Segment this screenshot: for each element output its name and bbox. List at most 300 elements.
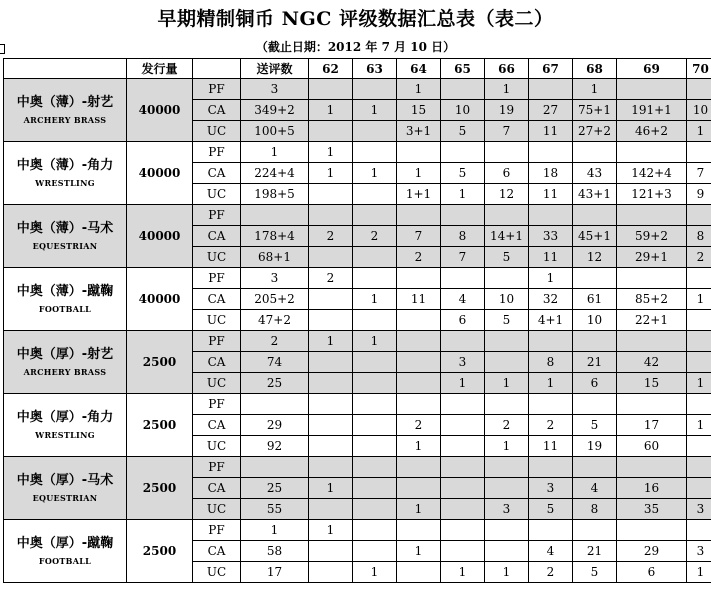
table-row: [4, 331, 711, 352]
grade-count-cell: [573, 142, 617, 163]
grade-count-cell: [353, 478, 397, 499]
table-row: [4, 79, 711, 100]
grade-count-cell: 11: [529, 184, 573, 205]
coin-name-english: WRESTLING: [35, 430, 95, 440]
grade-count-cell: 10: [687, 100, 711, 121]
grade-count-cell: [687, 352, 711, 373]
grade-count-cell: [529, 205, 573, 226]
grade-count-cell: [617, 205, 687, 226]
grade-count-cell: 3: [529, 478, 573, 499]
grade-type-cell: PF: [193, 79, 241, 100]
grade-count-cell: 6: [617, 562, 687, 583]
grade-count-cell: 1: [397, 436, 441, 457]
grade-count-cell: 1: [529, 373, 573, 394]
table-row: [4, 394, 711, 415]
grade-count-cell: 35: [617, 499, 687, 520]
submitted-total-cell: 1: [241, 520, 309, 541]
coin-name-cell: [4, 331, 127, 394]
grade-count-cell: 75+1: [573, 100, 617, 121]
grade-count-cell: 33: [529, 226, 573, 247]
grade-count-cell: [441, 541, 485, 562]
grade-count-cell: [485, 142, 529, 163]
coin-name-chinese: 中奥（薄）-角力: [16, 158, 114, 173]
header-issue-cell: 发行量: [127, 59, 193, 79]
header-blank-cell: [4, 59, 127, 79]
grade-count-cell: [397, 352, 441, 373]
submitted-total-cell: 68+1: [241, 247, 309, 268]
grade-count-cell: 3: [687, 499, 711, 520]
header-grade-63: 63: [353, 59, 397, 79]
grade-count-cell: [397, 331, 441, 352]
coin-name-chinese: 中奥（薄）-马术: [16, 221, 114, 236]
table-row: [4, 268, 711, 289]
grade-count-cell: [309, 457, 353, 478]
header-grade-67: 67: [529, 59, 573, 79]
grade-count-cell: 11: [529, 436, 573, 457]
mintage-cell: 2500: [127, 331, 193, 394]
grade-count-cell: 21: [573, 352, 617, 373]
grade-type-cell: CA: [193, 226, 241, 247]
grade-type-cell: PF: [193, 394, 241, 415]
grade-count-cell: 1: [687, 121, 711, 142]
coin-name-chinese: 中奥（厚）-角力: [16, 410, 114, 425]
submitted-total-cell: 47+2: [241, 310, 309, 331]
grade-count-cell: 1: [309, 520, 353, 541]
coin-name-chinese: 中奥（厚）-射艺: [16, 347, 114, 362]
grade-count-cell: [397, 310, 441, 331]
grade-count-cell: [309, 247, 353, 268]
grade-count-cell: 4: [573, 478, 617, 499]
table-row: [4, 205, 711, 226]
grade-count-cell: [687, 205, 711, 226]
mintage-cell: 40000: [127, 268, 193, 331]
grade-count-cell: [687, 79, 711, 100]
grade-count-cell: [529, 79, 573, 100]
grade-count-cell: 1: [687, 562, 711, 583]
grade-count-cell: [309, 394, 353, 415]
grade-count-cell: 5: [441, 121, 485, 142]
grade-count-cell: [397, 394, 441, 415]
grade-count-cell: 3: [441, 352, 485, 373]
submitted-total-cell: [241, 205, 309, 226]
grade-count-cell: [397, 562, 441, 583]
grade-count-cell: 1: [529, 268, 573, 289]
grade-count-cell: [309, 310, 353, 331]
grade-count-cell: 4: [529, 541, 573, 562]
grade-count-cell: 2: [397, 415, 441, 436]
grade-count-cell: [309, 562, 353, 583]
grade-count-cell: [309, 184, 353, 205]
grade-count-cell: 7: [687, 163, 711, 184]
submitted-total-cell: 58: [241, 541, 309, 562]
header-grade-64: 64: [397, 59, 441, 79]
grade-count-cell: 2: [687, 247, 711, 268]
grade-count-cell: [485, 457, 529, 478]
grade-count-cell: [617, 394, 687, 415]
grade-count-cell: [353, 310, 397, 331]
grade-count-cell: [353, 247, 397, 268]
grade-count-cell: 1: [397, 541, 441, 562]
grade-count-cell: [529, 457, 573, 478]
grade-count-cell: 46+2: [617, 121, 687, 142]
grade-count-cell: 17: [617, 415, 687, 436]
grade-count-cell: 19: [573, 436, 617, 457]
corner-marker: [0, 44, 5, 54]
grade-count-cell: [397, 373, 441, 394]
coin-name-cell: [4, 205, 127, 268]
grade-type-cell: UC: [193, 436, 241, 457]
grade-count-cell: 22+1: [617, 310, 687, 331]
grade-type-cell: UC: [193, 310, 241, 331]
grade-count-cell: [353, 79, 397, 100]
grade-count-cell: 14+1: [485, 226, 529, 247]
grade-count-cell: 16: [617, 478, 687, 499]
grade-count-cell: 1: [441, 373, 485, 394]
grade-count-cell: [353, 373, 397, 394]
grade-count-cell: 5: [485, 247, 529, 268]
grade-count-cell: [309, 436, 353, 457]
grade-count-cell: 1: [309, 478, 353, 499]
grade-count-cell: [309, 541, 353, 562]
header-row: [4, 59, 711, 79]
grade-count-cell: 29: [617, 541, 687, 562]
grade-count-cell: 2: [353, 226, 397, 247]
coin-name-english: EQUESTRIAN: [32, 493, 98, 503]
grade-count-cell: 11: [529, 247, 573, 268]
grade-count-cell: 4+1: [529, 310, 573, 331]
grade-count-cell: 2: [309, 226, 353, 247]
grade-count-cell: 1: [687, 289, 711, 310]
grade-count-cell: 1: [353, 562, 397, 583]
grade-count-cell: 1: [485, 562, 529, 583]
grade-count-cell: 5: [441, 163, 485, 184]
submitted-total-cell: 17: [241, 562, 309, 583]
grade-count-cell: 6: [573, 373, 617, 394]
grade-count-cell: [687, 457, 711, 478]
grade-count-cell: [441, 415, 485, 436]
grade-count-cell: [441, 142, 485, 163]
mintage-cell: 2500: [127, 457, 193, 520]
grade-count-cell: [529, 394, 573, 415]
submitted-total-cell: 25: [241, 478, 309, 499]
grade-type-cell: CA: [193, 100, 241, 121]
mintage-cell: 40000: [127, 79, 193, 142]
grade-type-cell: PF: [193, 457, 241, 478]
submitted-total-cell: [241, 394, 309, 415]
grade-type-cell: CA: [193, 163, 241, 184]
grade-count-cell: [573, 268, 617, 289]
grade-count-cell: [397, 478, 441, 499]
grade-count-cell: 27+2: [573, 121, 617, 142]
grade-count-cell: [397, 142, 441, 163]
grade-count-cell: 21: [573, 541, 617, 562]
page-title: 早期精制铜币 NGC 评级数据汇总表（表二）: [157, 8, 554, 30]
header-grade-62: 62: [309, 59, 353, 79]
grade-count-cell: [353, 520, 397, 541]
grade-count-cell: [573, 205, 617, 226]
grade-type-cell: CA: [193, 415, 241, 436]
grade-count-cell: 10: [485, 289, 529, 310]
grade-count-cell: [573, 394, 617, 415]
grade-count-cell: [353, 436, 397, 457]
header-grade-65: 65: [441, 59, 485, 79]
grade-count-cell: [353, 352, 397, 373]
grade-count-cell: [687, 142, 711, 163]
grade-count-cell: 27: [529, 100, 573, 121]
grade-count-cell: 142+4: [617, 163, 687, 184]
table-row: [4, 520, 711, 541]
grade-count-cell: 1: [353, 331, 397, 352]
grade-count-cell: [485, 352, 529, 373]
grade-count-cell: [687, 520, 711, 541]
grade-count-cell: 12: [573, 247, 617, 268]
grade-count-cell: 15: [397, 100, 441, 121]
grade-type-cell: UC: [193, 499, 241, 520]
grade-count-cell: 5: [573, 562, 617, 583]
grade-count-cell: 43: [573, 163, 617, 184]
grade-count-cell: 2: [529, 562, 573, 583]
grade-count-cell: 1: [397, 499, 441, 520]
grade-count-cell: [687, 478, 711, 499]
grade-count-cell: 3+1: [397, 121, 441, 142]
grade-count-cell: [309, 373, 353, 394]
grade-count-cell: [441, 436, 485, 457]
grade-count-cell: [573, 520, 617, 541]
grade-count-cell: 45+1: [573, 226, 617, 247]
grade-count-cell: [687, 310, 711, 331]
grade-count-cell: [485, 331, 529, 352]
grade-count-cell: 1: [441, 562, 485, 583]
grade-count-cell: 1: [687, 373, 711, 394]
grade-type-cell: UC: [193, 373, 241, 394]
grade-count-cell: 10: [441, 100, 485, 121]
grade-count-cell: [353, 415, 397, 436]
grade-count-cell: [617, 142, 687, 163]
grade-count-cell: 5: [485, 310, 529, 331]
grade-count-cell: 61: [573, 289, 617, 310]
grade-count-cell: [353, 184, 397, 205]
grade-count-cell: [353, 121, 397, 142]
grade-count-cell: [353, 457, 397, 478]
grade-count-cell: [485, 394, 529, 415]
submitted-total-cell: 349+2: [241, 100, 309, 121]
grade-count-cell: 2: [309, 268, 353, 289]
grade-count-cell: 121+3: [617, 184, 687, 205]
coin-name-english: EQUESTRIAN: [32, 241, 98, 251]
coin-name-cell: [4, 457, 127, 520]
coin-name-english: ARCHERY BRASS: [23, 367, 107, 377]
grade-count-cell: 1: [485, 373, 529, 394]
grade-count-cell: 7: [485, 121, 529, 142]
grade-count-cell: [397, 520, 441, 541]
grade-count-cell: [485, 478, 529, 499]
grade-count-cell: 1: [485, 436, 529, 457]
grade-type-cell: PF: [193, 142, 241, 163]
grade-count-cell: 2: [397, 247, 441, 268]
grade-count-cell: 11: [529, 121, 573, 142]
grade-count-cell: [687, 268, 711, 289]
grade-count-cell: [441, 499, 485, 520]
grade-count-cell: [441, 79, 485, 100]
grade-count-cell: [573, 457, 617, 478]
grade-type-cell: PF: [193, 331, 241, 352]
grade-count-cell: [441, 394, 485, 415]
coin-name-chinese: 中奥（厚）-蹴鞠: [16, 536, 114, 551]
grade-count-cell: [529, 331, 573, 352]
grade-count-cell: 1+1: [397, 184, 441, 205]
grade-count-cell: [397, 268, 441, 289]
grade-count-cell: [617, 331, 687, 352]
grade-count-cell: [485, 268, 529, 289]
submitted-total-cell: 92: [241, 436, 309, 457]
grade-count-cell: [309, 79, 353, 100]
grade-count-cell: [309, 289, 353, 310]
grade-count-cell: 1: [353, 100, 397, 121]
submitted-total-cell: 55: [241, 499, 309, 520]
grade-count-cell: [617, 268, 687, 289]
coin-name-chinese: 中奥（薄）-蹴鞠: [16, 284, 114, 299]
grading-data-table: [3, 58, 711, 583]
grade-count-cell: 32: [529, 289, 573, 310]
grade-count-cell: [353, 268, 397, 289]
grade-count-cell: [485, 205, 529, 226]
coin-name-cell: [4, 142, 127, 205]
mintage-cell: 40000: [127, 142, 193, 205]
grade-count-cell: 1: [485, 79, 529, 100]
header-grade-blank-cell: [193, 59, 241, 79]
grade-count-cell: [573, 331, 617, 352]
coin-name-cell: [4, 520, 127, 583]
submitted-total-cell: 2: [241, 331, 309, 352]
grade-count-cell: [617, 457, 687, 478]
coin-name-english: ARCHERY BRASS: [23, 115, 107, 125]
mintage-cell: 2500: [127, 520, 193, 583]
grade-count-cell: [309, 499, 353, 520]
grade-type-cell: PF: [193, 520, 241, 541]
submitted-total-cell: 224+4: [241, 163, 309, 184]
grade-count-cell: 191+1: [617, 100, 687, 121]
grade-count-cell: 8: [529, 352, 573, 373]
submitted-total-cell: [241, 457, 309, 478]
submitted-total-cell: 198+5: [241, 184, 309, 205]
grade-type-cell: PF: [193, 205, 241, 226]
grade-count-cell: 8: [573, 499, 617, 520]
grade-count-cell: 5: [573, 415, 617, 436]
grade-count-cell: [309, 205, 353, 226]
grade-count-cell: [353, 394, 397, 415]
grade-count-cell: [397, 457, 441, 478]
coin-name-cell: [4, 268, 127, 331]
grade-count-cell: [441, 205, 485, 226]
grade-count-cell: 6: [441, 310, 485, 331]
grade-count-cell: [687, 436, 711, 457]
grade-count-cell: 1: [309, 163, 353, 184]
table-row: [4, 457, 711, 478]
grade-type-cell: CA: [193, 352, 241, 373]
grade-count-cell: [485, 541, 529, 562]
grade-type-cell: UC: [193, 184, 241, 205]
coin-name-chinese: 中奥（厚）-马术: [16, 473, 114, 488]
submitted-total-cell: 100+5: [241, 121, 309, 142]
grade-count-cell: [441, 520, 485, 541]
grade-count-cell: [617, 520, 687, 541]
table-row: [4, 142, 711, 163]
grade-count-cell: 8: [687, 226, 711, 247]
grade-count-cell: 1: [353, 289, 397, 310]
coin-name-english: WRESTLING: [35, 178, 95, 188]
coin-name-english: FOOTBALL: [38, 304, 92, 314]
grade-count-cell: 3: [485, 499, 529, 520]
grade-count-cell: 1: [309, 331, 353, 352]
grade-count-cell: [441, 478, 485, 499]
grade-type-cell: CA: [193, 478, 241, 499]
grade-type-cell: PF: [193, 268, 241, 289]
header-grade-68: 68: [573, 59, 617, 79]
grade-count-cell: 15: [617, 373, 687, 394]
grade-count-cell: [353, 499, 397, 520]
grade-count-cell: [353, 142, 397, 163]
header-grade-69: 69: [617, 59, 687, 79]
grade-count-cell: [353, 541, 397, 562]
grade-count-cell: 1: [687, 415, 711, 436]
mintage-cell: 40000: [127, 205, 193, 268]
grade-type-cell: UC: [193, 121, 241, 142]
grade-count-cell: 1: [573, 79, 617, 100]
grade-type-cell: UC: [193, 562, 241, 583]
submitted-total-cell: 25: [241, 373, 309, 394]
grade-count-cell: [309, 415, 353, 436]
grade-count-cell: [529, 520, 573, 541]
grade-count-cell: [617, 79, 687, 100]
grade-count-cell: 12: [485, 184, 529, 205]
grade-count-cell: [397, 205, 441, 226]
grade-count-cell: 9: [687, 184, 711, 205]
submitted-total-cell: 74: [241, 352, 309, 373]
grade-count-cell: 10: [573, 310, 617, 331]
grade-count-cell: 6: [485, 163, 529, 184]
grade-count-cell: [441, 457, 485, 478]
grade-count-cell: [687, 331, 711, 352]
grade-count-cell: 59+2: [617, 226, 687, 247]
grade-count-cell: 1: [309, 142, 353, 163]
grade-type-cell: CA: [193, 289, 241, 310]
grade-count-cell: [687, 394, 711, 415]
grade-count-cell: 1: [397, 79, 441, 100]
grade-count-cell: 1: [309, 100, 353, 121]
grade-count-cell: [529, 142, 573, 163]
grade-count-cell: 19: [485, 100, 529, 121]
coin-name-cell: [4, 79, 127, 142]
grade-type-cell: CA: [193, 541, 241, 562]
submitted-total-cell: 178+4: [241, 226, 309, 247]
grade-count-cell: 4: [441, 289, 485, 310]
coin-name-cell: [4, 394, 127, 457]
header-grade-70: 70: [687, 59, 711, 79]
submitted-total-cell: 3: [241, 79, 309, 100]
grade-count-cell: 2: [485, 415, 529, 436]
submitted-total-cell: 1: [241, 142, 309, 163]
grade-count-cell: [309, 352, 353, 373]
grade-count-cell: [441, 268, 485, 289]
grade-count-cell: 85+2: [617, 289, 687, 310]
grade-count-cell: 1: [397, 163, 441, 184]
grade-type-cell: UC: [193, 247, 241, 268]
mintage-cell: 2500: [127, 394, 193, 457]
grade-count-cell: 42: [617, 352, 687, 373]
grade-count-cell: 8: [441, 226, 485, 247]
grade-count-cell: 18: [529, 163, 573, 184]
grade-count-cell: 60: [617, 436, 687, 457]
